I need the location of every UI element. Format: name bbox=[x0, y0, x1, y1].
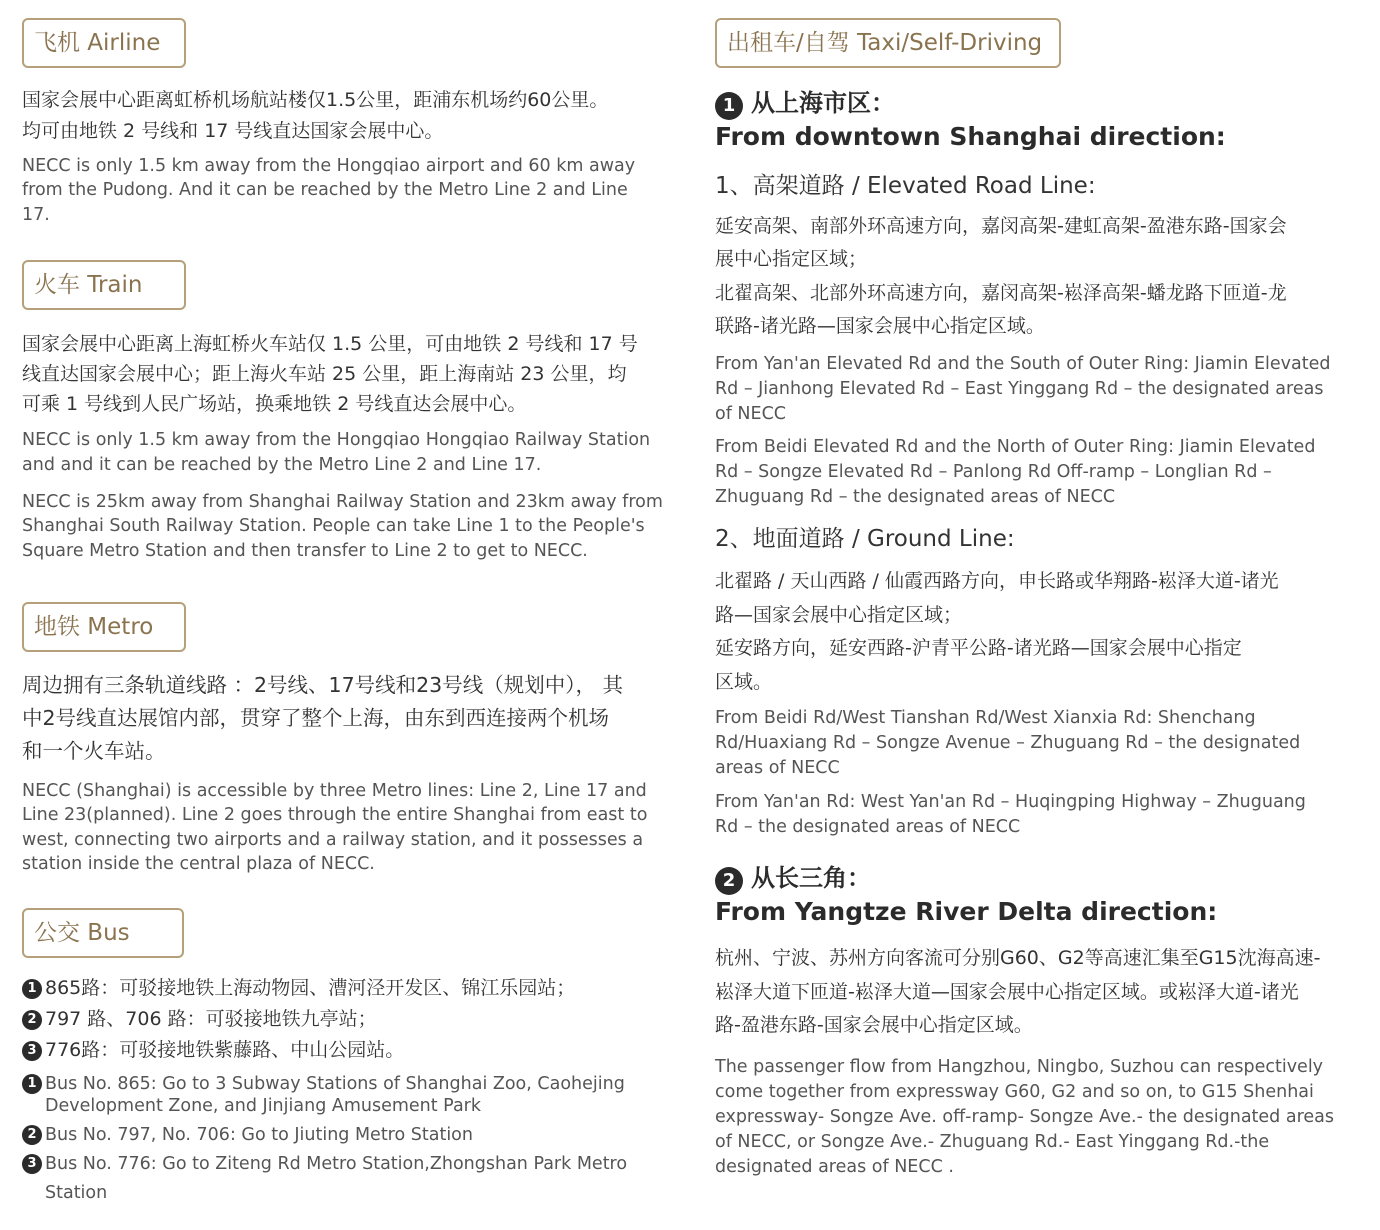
bus-zh-item bbox=[22, 973, 575, 1004]
bus-en-item-continuation: Development Zone, and Jinjiang Amusement Park bbox=[45, 1096, 482, 1116]
direction-2-zh-title: 从长三角： bbox=[751, 864, 871, 892]
metro-en-line: west, connecting two airports and a railway station, and it possesses a bbox=[22, 830, 644, 850]
train-en-line: and and it can be reached by the Metro Line 2 and Line 17. bbox=[22, 455, 542, 475]
direction-2-en-heading: From Yangtze River Delta direction: bbox=[715, 897, 1218, 926]
train-en-line: NECC is 25km away from Shanghai Railway Station and 23km away from bbox=[22, 492, 663, 512]
train-en-line: Square Metro Station and then transfer to Line 2 to get to NECC. bbox=[22, 541, 588, 561]
ground-en-line: Rd/Huaxiang Rd – Songze Avenue – Zhuguang Rd – the designated bbox=[715, 733, 1301, 753]
airline-zh-line: 国家会展中心距离虹桥机场航站楼仅1.5公里，距浦东机场约60公里。 bbox=[22, 89, 609, 111]
elevated-en-line: Rd – Songze Elevated Rd – Panlong Rd Off-ramp – Longlian Rd – bbox=[715, 462, 1272, 482]
direction-1-zh-heading bbox=[715, 86, 895, 120]
elevated-en-line: of NECC bbox=[715, 404, 787, 424]
bus-en-item bbox=[22, 1123, 473, 1148]
bus-zh-item-text: 865路：可驳接地铁上海动物园、漕河泾开发区、锦江乐园站； bbox=[45, 977, 576, 999]
ground-zh-line: 区域。 bbox=[715, 671, 773, 693]
elevated-zh-line: 延安高架、南部外环高速方向，嘉闵高架-建虹高架-盈港东路-国家会 bbox=[715, 215, 1287, 237]
delta-en-line: expressway- Songze Ave. off-ramp- Songze Ave.- the designated areas bbox=[715, 1107, 1334, 1127]
number-badge-icon: 3 bbox=[22, 1154, 42, 1174]
metro-zh-line: 中2号线直达展馆内部，贯穿了整个上海，由东到西连接两个机场 bbox=[22, 706, 610, 730]
metro-en-line: NECC (Shanghai) is accessible by three Metro lines: Line 2, Line 17 and bbox=[22, 781, 647, 801]
ground-zh-line: 延安路方向，延安西路-沪青平公路-诸光路—国家会展中心指定 bbox=[715, 637, 1242, 659]
delta-en-line: The passenger flow from Hangzhou, Ningbo, Suzhou can respectively bbox=[715, 1057, 1324, 1077]
bus-en-item-text: Bus No. 776: Go to Ziteng Rd Metro Station,Zhongshan Park Metro bbox=[45, 1154, 628, 1174]
bus-en-item bbox=[22, 1152, 627, 1177]
train-en-line: Shanghai South Railway Station. People can take Line 1 to the People's bbox=[22, 516, 645, 536]
number-badge-icon: 3 bbox=[22, 1041, 42, 1061]
number-badge-icon: 2 bbox=[22, 1010, 42, 1030]
elevated-en-line: From Beidi Elevated Rd and the North of Outer Ring: Jiamin Elevated bbox=[715, 437, 1316, 457]
airline-en-line: from the Pudong. And it can be reached by the Metro Line 2 and Line bbox=[22, 180, 628, 200]
metro-en-line: Line 23(planned). Line 2 goes through the entire Shanghai from east to bbox=[22, 805, 648, 825]
taxi-section-tag: 出租车/自驾 Taxi/Self-Driving bbox=[715, 18, 1061, 68]
bus-en-item-text: Bus No. 797, No. 706: Go to Jiuting Metro Station bbox=[45, 1125, 473, 1145]
train-zh-line: 国家会展中心距离上海虹桥火车站仅 1.5 公里，可由地铁 2 号线和 17 号 bbox=[22, 333, 638, 355]
elevated-road-heading: 1、高架道路 / Elevated Road Line: bbox=[715, 173, 1096, 199]
airline-zh-line: 均可由地铁 2 号线和 17 号线直达国家会展中心。 bbox=[22, 120, 444, 142]
number-badge-icon: 1 bbox=[22, 979, 42, 999]
bus-zh-item bbox=[22, 1035, 404, 1066]
delta-en-line: of NECC, or Songze Ave.- Zhuguang Rd.- East Yinggang Rd.-the bbox=[715, 1132, 1270, 1152]
elevated-en-line: Zhuguang Rd – the designated areas of NECC bbox=[715, 487, 1116, 507]
train-section-tag: 火车 Train bbox=[22, 260, 186, 310]
metro-zh-line: 周边拥有三条轨道线路 ：2号线、17号线和23号线（规划中）， 其 bbox=[22, 673, 623, 697]
delta-en-line: designated areas of NECC . bbox=[715, 1157, 954, 1177]
bus-zh-item-text: 776路：可驳接地铁紫藤路、中山公园站。 bbox=[45, 1039, 405, 1061]
bus-zh-item bbox=[22, 1004, 377, 1035]
elevated-zh-line: 联路-诸光路—国家会展中心指定区域。 bbox=[715, 315, 1045, 337]
ground-en-line: Rd – the designated areas of NECC bbox=[715, 817, 1021, 837]
elevated-en-line: From Yan'an Elevated Rd and the South of Outer Ring: Jiamin Elevated bbox=[715, 354, 1331, 374]
ground-en-line: From Beidi Rd/West Tianshan Rd/West Xianxia Rd: Shenchang bbox=[715, 708, 1256, 728]
elevated-zh-line: 展中心指定区域； bbox=[715, 248, 868, 270]
train-zh-line: 线直达国家会展中心；距上海火车站 25 公里，距上海南站 23 公里，均 bbox=[22, 363, 627, 385]
bus-en-item-text: Bus No. 865: Go to 3 Subway Stations of Shanghai Zoo, Caohejing bbox=[45, 1074, 625, 1094]
delta-en-line: come together from expressway G60, G2 and so on, to G15 Shenhai bbox=[715, 1082, 1314, 1102]
bus-section-tag: 公交 Bus bbox=[22, 908, 184, 958]
metro-en-line: station inside the central plaza of NECC. bbox=[22, 854, 375, 874]
delta-zh-line: 崧泽大道下匝道-崧泽大道—国家会展中心指定区域。或崧泽大道-诸光 bbox=[715, 981, 1299, 1003]
elevated-zh-line: 北翟高架、北部外环高速方向，嘉闵高架-崧泽高架-蟠龙路下匝道-龙 bbox=[715, 282, 1287, 304]
ground-zh-line: 北翟路 / 天山西路 / 仙霞西路方向，申长路或华翔路-崧泽大道-诸光 bbox=[715, 570, 1279, 592]
airline-section-tag: 飞机 Airline bbox=[22, 18, 186, 68]
airline-en-line: 17. bbox=[22, 205, 50, 225]
train-en-line: NECC is only 1.5 km away from the Hongqiao Hongqiao Railway Station bbox=[22, 430, 651, 450]
ground-en-line: areas of NECC bbox=[715, 758, 840, 778]
number-badge-icon: 2 bbox=[715, 867, 743, 895]
direction-1-zh-title: 从上海市区： bbox=[751, 89, 895, 117]
number-badge-icon: 2 bbox=[22, 1125, 42, 1145]
bus-en-item-continuation: Station bbox=[45, 1183, 108, 1203]
ground-en-line: From Yan'an Rd: West Yan'an Rd – Huqingping Highway – Zhuguang bbox=[715, 792, 1306, 812]
ground-road-heading: 2、地面道路 / Ground Line: bbox=[715, 526, 1015, 552]
airline-en-line: NECC is only 1.5 km away from the Hongqiao airport and 60 km away bbox=[22, 156, 636, 176]
metro-zh-line: 和一个火车站。 bbox=[22, 739, 166, 763]
metro-section-tag: 地铁 Metro bbox=[22, 602, 186, 652]
bus-zh-item-text: 797 路、706 路：可驳接地铁九亭站； bbox=[45, 1008, 377, 1030]
number-badge-icon: 1 bbox=[715, 92, 743, 120]
delta-zh-line: 杭州、宁波、苏州方向客流可分别G60、G2等高速汇集至G15沈海高速- bbox=[715, 947, 1321, 969]
direction-1-en-heading: From downtown Shanghai direction: bbox=[715, 122, 1226, 151]
delta-zh-line: 路-盈港东路-国家会展中心指定区域。 bbox=[715, 1014, 1033, 1036]
elevated-en-line: Rd – Jianhong Elevated Rd – East Yinggang Rd – the designated areas bbox=[715, 379, 1324, 399]
ground-zh-line: 路—国家会展中心指定区域； bbox=[715, 604, 963, 626]
number-badge-icon: 1 bbox=[22, 1074, 42, 1094]
train-zh-line: 可乘 1 号线到人民广场站，换乘地铁 2 号线直达会展中心。 bbox=[22, 393, 527, 415]
direction-2-zh-heading bbox=[715, 861, 871, 895]
